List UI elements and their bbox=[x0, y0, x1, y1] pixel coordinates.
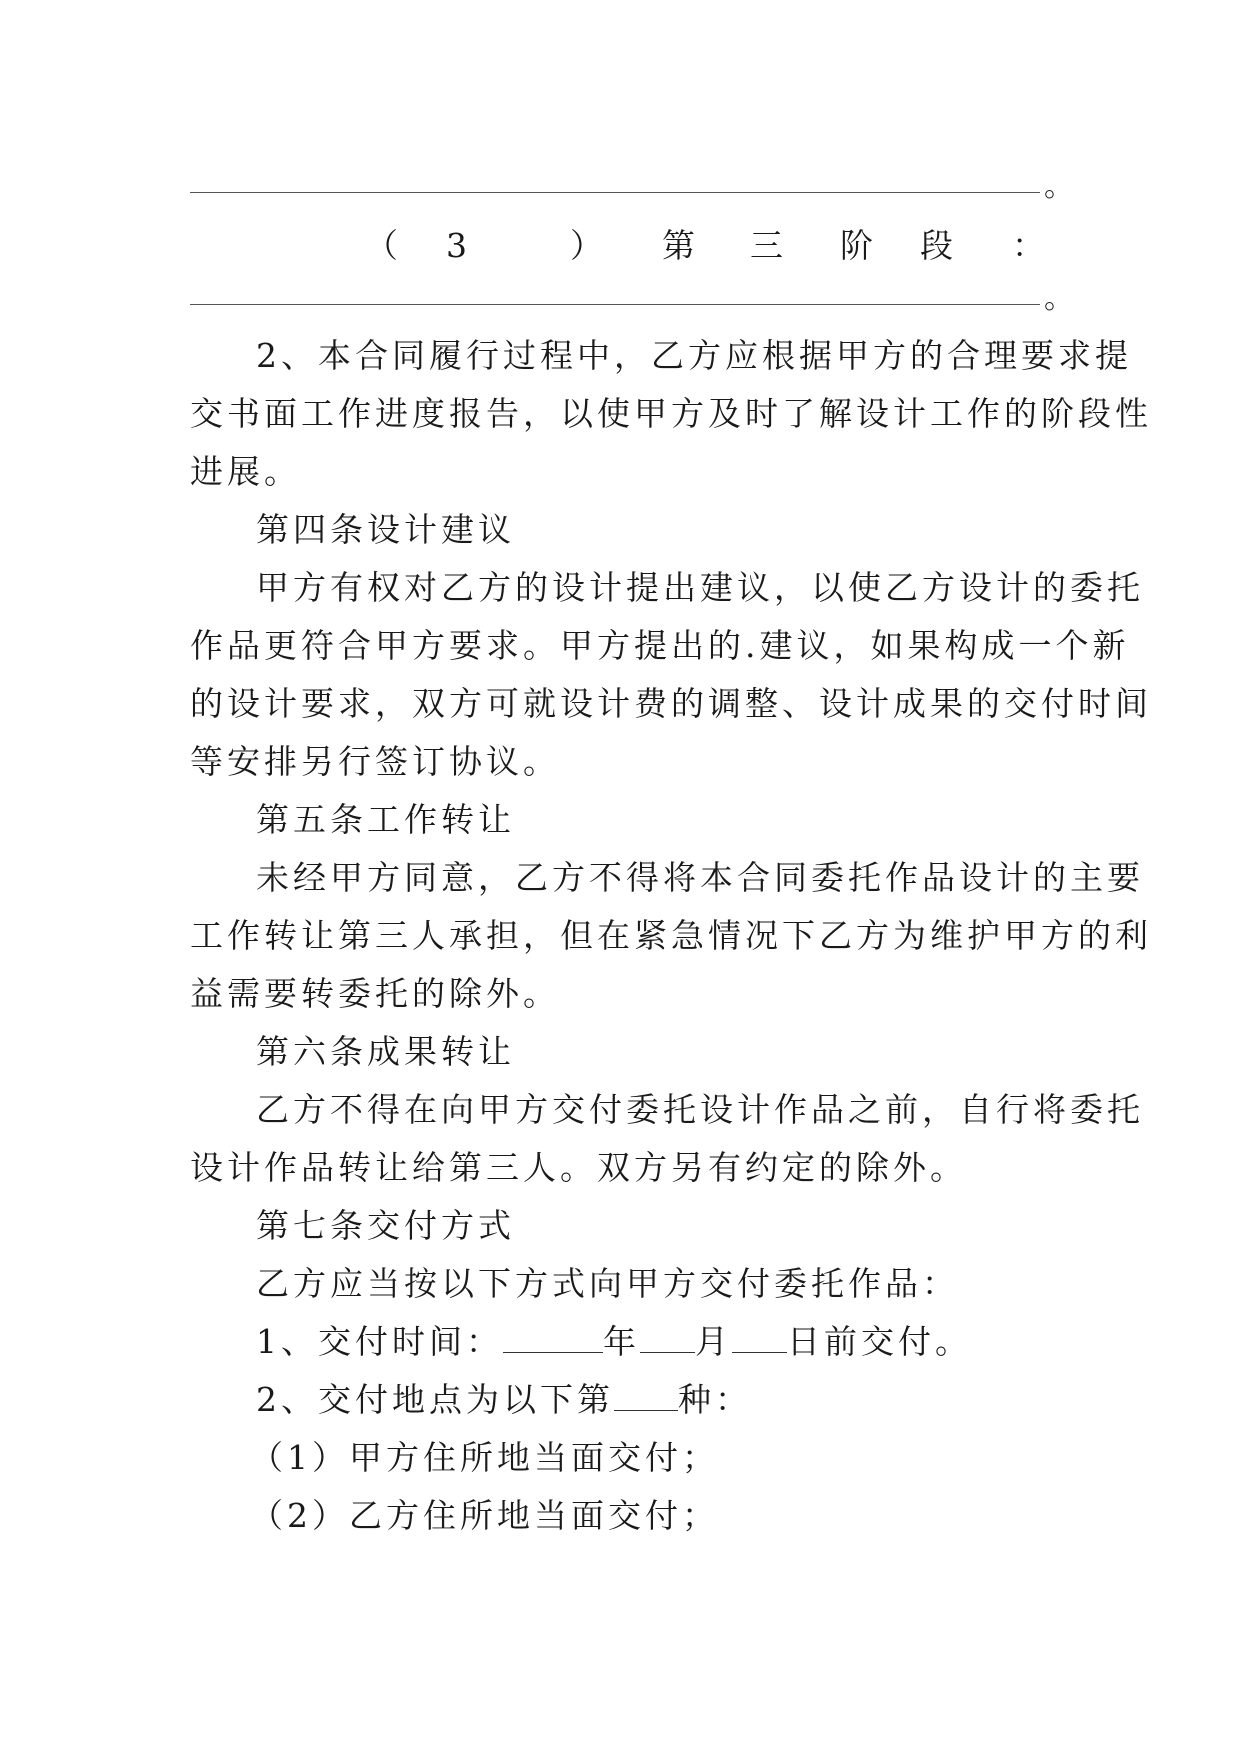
article4-line1: 甲方有权对乙方的设计提出建议，以使乙方设计的委托 bbox=[256, 568, 1144, 607]
article5-line2: 工作转让第三人承担，但在紧急情况下乙方为维护甲方的利 bbox=[190, 916, 1152, 955]
stage-char-san: 三 bbox=[750, 226, 783, 265]
option-number-blank bbox=[614, 1380, 678, 1411]
month-label: 月 bbox=[695, 1322, 732, 1361]
delivery-option-1: （1）甲方住所地当面交付； bbox=[250, 1438, 719, 1477]
day-suffix: 日前交付。 bbox=[787, 1322, 972, 1361]
clause2-line1: 2、本合同履行过程中，乙方应根据甲方的合理要求提 bbox=[256, 336, 1132, 375]
line-end-period-2: 。 bbox=[1044, 281, 1074, 316]
article4-line2: 作品更符合甲方要求。甲方提出的.建议，如果构成一个新 bbox=[190, 626, 1130, 665]
month-blank bbox=[640, 1322, 695, 1353]
delivery-option-2: （2）乙方住所地当面交付； bbox=[250, 1496, 719, 1535]
article4-line3: 的设计要求，双方可就设计费的调整、设计成果的交付时间 bbox=[190, 684, 1152, 723]
article4-heading: 第四条设计建议 bbox=[256, 510, 515, 549]
delivery-place-suffix: 种： bbox=[678, 1380, 752, 1419]
article5-heading: 第五条工作转让 bbox=[256, 800, 515, 839]
article6-line2: 设计作品转让给第三人。双方另有约定的除外。 bbox=[190, 1148, 967, 1187]
delivery-time-line bbox=[256, 1322, 1116, 1362]
fill-in-line-1 bbox=[190, 192, 1040, 193]
stage-colon: ： bbox=[1012, 226, 1045, 265]
stage-char-duan: 段 bbox=[920, 226, 953, 265]
delivery-time-prefix: 1、交付时间： bbox=[256, 1322, 503, 1361]
year-blank bbox=[503, 1322, 603, 1353]
stage-char-jie: 阶 bbox=[840, 226, 873, 265]
clause2-line3: 进展。 bbox=[190, 452, 301, 491]
stage-number: 3 bbox=[446, 226, 467, 265]
article7-intro: 乙方应当按以下方式向甲方交付委托作品： bbox=[256, 1264, 959, 1303]
article7-heading: 第七条交付方式 bbox=[256, 1206, 515, 1245]
article5-line1: 未经甲方同意，乙方不得将本合同委托作品设计的主要 bbox=[256, 858, 1144, 897]
day-blank bbox=[732, 1322, 787, 1353]
stage-close-paren: ） bbox=[570, 226, 603, 265]
fill-in-line-2 bbox=[190, 304, 1040, 305]
delivery-place-prefix: 2、交付地点为以下第 bbox=[256, 1380, 614, 1419]
stage-char-di: 第 bbox=[662, 226, 695, 265]
article6-line1: 乙方不得在向甲方交付委托设计作品之前，自行将委托 bbox=[256, 1090, 1144, 1129]
line-end-period-1: 。 bbox=[1044, 169, 1074, 204]
clause2-line2: 交书面工作进度报告，以使甲方及时了解设计工作的阶段性 bbox=[190, 394, 1152, 433]
stage-open-paren: （ bbox=[365, 226, 398, 265]
year-label: 年 bbox=[603, 1322, 640, 1361]
delivery-place-line bbox=[256, 1380, 1116, 1420]
article6-heading: 第六条成果转让 bbox=[256, 1032, 515, 1071]
article5-line3: 益需要转委托的除外。 bbox=[190, 974, 560, 1013]
article4-line4: 等安排另行签订协议。 bbox=[190, 742, 560, 781]
